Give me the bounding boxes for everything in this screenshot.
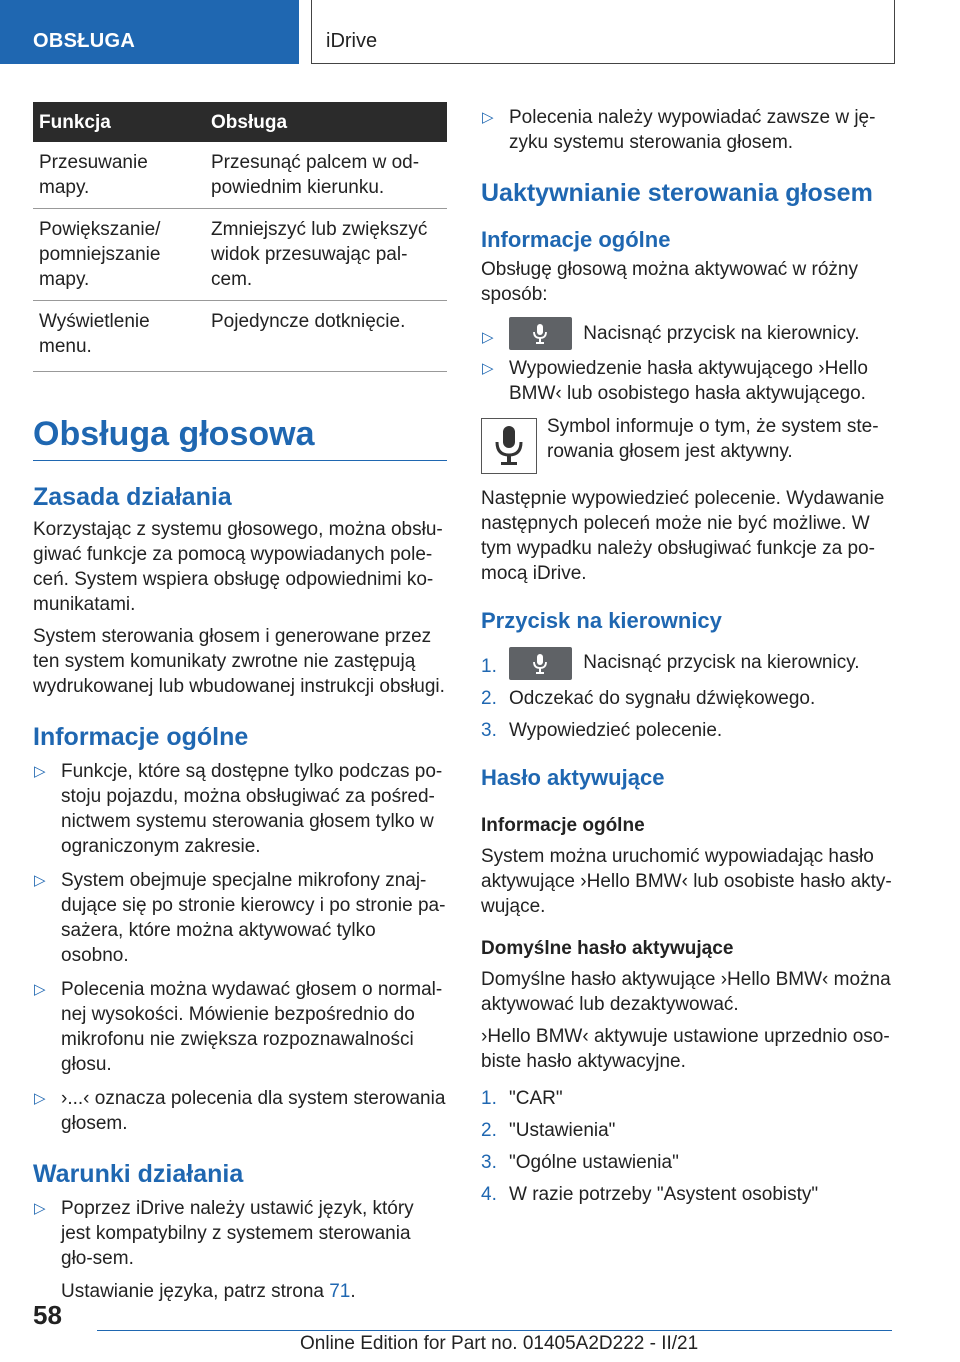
principle-heading: Zasada działania [33,483,232,511]
table-header-operation: Obsługa [205,102,447,142]
general-paragraph: Obsługę głosową można aktywować w różny sposób: [481,259,859,305]
default-wake-heading: Domyślne hasło aktywujące [481,937,734,959]
list-item: 3. "Ogólne ustawienia" [481,1151,679,1173]
table-header-row [33,102,447,142]
footer-edition: Online Edition for Part no. 01405A2D222 - II/21 [300,1333,699,1354]
wake-general-paragraph: System można uruchomić wypowiadając hasło aktywujące ›Hello BMW‹ lub osobiste hasło akty-wujące. [481,845,892,917]
activate-heading: Uaktywnianie sterowania głosem [481,179,873,207]
footer-divider [97,1330,892,1331]
triangle-bullet-icon: ▷ [482,360,494,378]
left-column [33,102,447,1304]
symbol-text: Symbol informuje o tym, że system ste-rowania głosem jest aktywny. [547,416,879,463]
list-item: 2. "Ustawienia" [481,1119,616,1141]
wake-general-heading: Informacje ogólne [481,814,645,836]
triangle-bullet-icon: ▷ [482,329,494,346]
table-cell: Przesunąć palcem w od-powiednim kierunku. [205,142,447,209]
table-row [33,209,447,301]
right-column [481,102,893,1207]
step-number: 3. [481,719,497,741]
step-number: 1. [481,1087,497,1109]
list-item: 4. W razie potrzeby "Asystent osobisty" [481,1183,819,1205]
triangle-bullet-icon: ▷ [34,872,46,889]
table-cell: Powiększanie/ pomniejszanie mapy. [33,209,205,301]
list-item: 3. Wypowiedzieć polecenie. [481,719,723,741]
conditions-heading: Warunki działania [33,1160,244,1188]
list-item: ▷ Wypowiedzenie hasła aktywującego ›Hello BMW‹ lub osobistego hasła aktywującego. [482,358,868,405]
list-item: 1. "CAR" [481,1087,563,1109]
triangle-bullet-icon: ▷ [34,1200,46,1217]
next-paragraph: Następnie wypowiedzieć polecenie. Wydawanie następnych poleceń może nie być możliwe. W tym wypadku należy obsługiwać funkcje za po-mocą iDrive. [481,488,885,585]
default-paragraph-1: Domyślne hasło aktywujące ›Hello BMW‹ można aktywować lub dezaktywować. [481,968,891,1015]
general-info-heading: Informacje ogólne [33,723,249,751]
table-cell: Wyświetlenie menu. [33,301,205,372]
triangle-bullet-icon: ▷ [482,109,494,126]
step-number: 1. [481,656,497,678]
table-row [33,142,447,209]
page-number: 58 [33,1300,62,1330]
triangle-bullet-icon: ▷ [34,1090,46,1107]
list-item: ▷ Polecenia można wydawać głosem o normal-nej wysokości. Mówienie bezpośrednio do mikrofonu nie zwiększa rozpoznawalności głosu. [34,979,443,1075]
step-number: 4. [481,1183,497,1205]
language-reference: Ustawianie języka, patrz strona 71. [61,1281,356,1302]
triangle-bullet-icon: ▷ [34,763,46,780]
page-link[interactable]: 71 [329,1281,351,1302]
microphone-icon [481,418,537,474]
general-info-heading-right: Informacje ogólne [481,227,671,252]
voice-button-icon [509,647,572,680]
table-row [33,301,447,372]
list-item: ▷ Poprzez iDrive należy ustawić język, który jest kompatybilny z systemem sterowania gło-sem. [34,1198,414,1269]
function-table [33,102,447,372]
default-paragraph-2: ›Hello BMW‹ aktywuje ustawione uprzednio oso-biste hasło aktywacyjne. [481,1025,890,1072]
list-item: ▷ Funkcje, które są dostępne tylko podczas po-stoju pojazdu, można obsługiwać za pośred-nictwem systemu sterowania głosem tylko w ograniczonym zakresie. [34,761,443,857]
symbol-note [481,418,893,474]
list-item: ▷ System obejmuje specjalne mikrofony znaj-dujące się po stronie kierowcy i po stronie pa-sażera, które można aktywować tylko osobno. [34,870,446,966]
table-cell: Pojedyncze dotknięcie. [205,301,447,372]
list-item: 2. Odczekać do sygnału dźwiękowego. [481,687,816,709]
list-item: ▷ Nacisnąć przycisk na kierownicy. [481,317,893,350]
wake-word-heading: Hasło aktywujące [481,764,665,790]
voice-control-heading: Obsługa głosowa [33,414,447,461]
table-header-function: Funkcja [33,102,205,142]
triangle-bullet-icon: ▷ [34,981,46,998]
table-cell: Zmniejszyć lub zwiększyć widok przesuwając pal-cem. [205,209,447,301]
chapter-title: iDrive [311,0,895,64]
step-number: 3. [481,1151,497,1173]
principle-paragraph-1: Korzystając z systemu głosowego, można obsłu-giwać funkcje za pomocą wypowiadanych pole-ceń. System wspiera obsługę odpowiednimi ko-munikatami. [33,519,443,615]
list-item: ▷ ›...‹ oznacza polecenia dla system sterowania głosem. [34,1088,446,1134]
section-tab: OBSŁUGA [0,0,299,64]
step-number: 2. [481,1119,497,1141]
list-item: ▷ Polecenia należy wypowiadać zawsze w ję-zyku systemu sterowania głosem. [482,107,876,153]
voice-button-icon [509,317,572,350]
button-heading: Przycisk na kierownicy [481,608,722,634]
list-item: 1. Nacisnąć przycisk na kierownicy. [481,646,893,679]
step-number: 2. [481,687,497,709]
principle-paragraph-2: System sterowania głosem i generowane przez ten system komunikaty zwrotne nie zastępują wydrukowanej lub wbudowanej instrukcji obsługi. [33,626,445,697]
table-cell: Przesuwanie mapy. [33,142,205,209]
